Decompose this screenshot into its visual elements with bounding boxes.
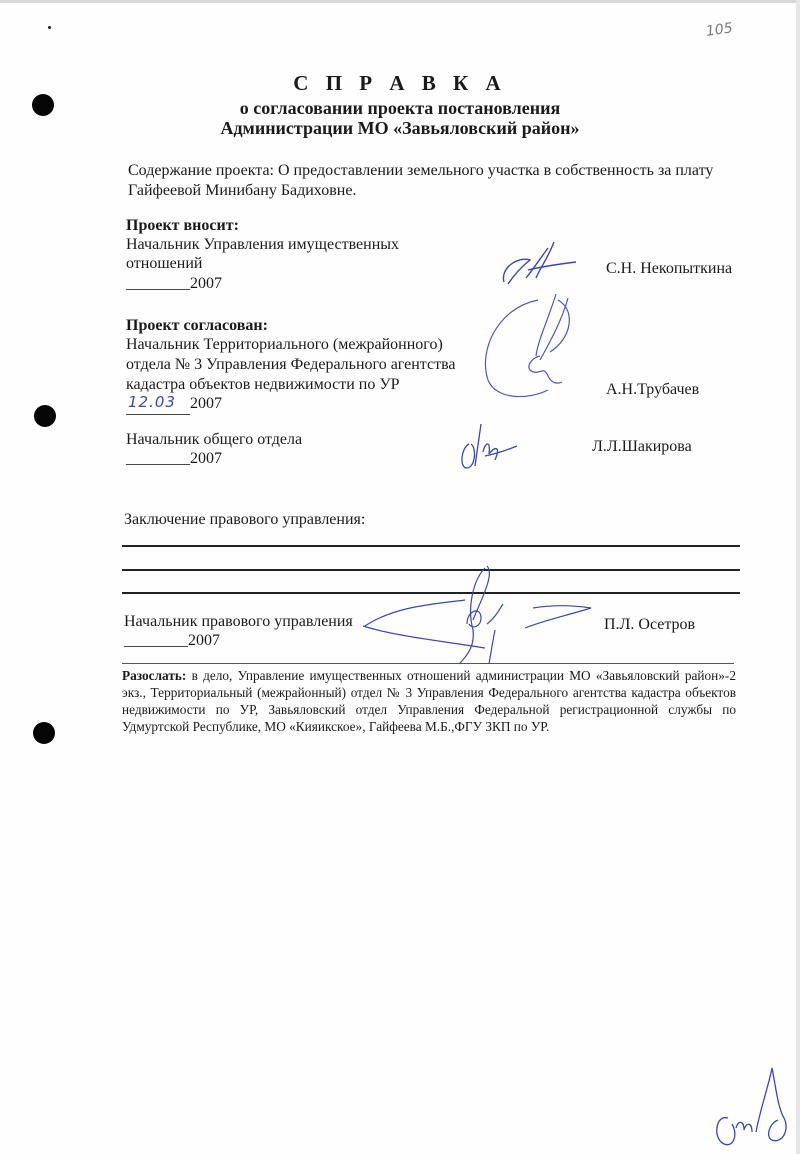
page-number-handwritten: 105 — [705, 20, 734, 40]
legal-head-date: ________2007 — [124, 632, 220, 649]
submitted-by-name: С.Н. Некопыткина — [606, 260, 733, 277]
document-title: С П Р А В К А — [293, 71, 507, 95]
submitted-by-date: ________2007 — [126, 275, 222, 292]
signature-shakirova — [455, 418, 525, 478]
submitted-by-heading: Проект вносит: — [126, 217, 239, 234]
approved-by-name: А.Н.Трубачев — [606, 381, 700, 398]
signature-osetrov — [355, 560, 595, 665]
signature-corner — [712, 1058, 792, 1148]
project-content-line2: Гайфеевой Минибану Бадиховне. — [128, 182, 357, 199]
general-dept-date: ________2007 — [126, 450, 222, 467]
distribution-label: Разослать: — [122, 668, 187, 683]
scan-speck — [48, 26, 51, 29]
binder-hole — [33, 722, 55, 744]
legal-head-position: Начальник правового управления — [124, 613, 353, 630]
signature-nekopytkina — [490, 238, 590, 288]
approved-by-heading: Проект согласован: — [126, 317, 268, 334]
project-content-line1: Содержание проекта: О предоставлении земельного участка в собственность за плату — [128, 162, 714, 179]
general-dept-position: Начальник общего отдела — [126, 431, 303, 448]
approved-by-date — [126, 392, 190, 415]
approved-by-position-line3: кадастра объектов недвижимости по УР — [126, 376, 400, 393]
document-subtitle-line1: о согласовании проекта постановления — [239, 98, 561, 118]
approved-by-position-line1: Начальник Территориального (межрайонного) — [126, 336, 443, 353]
distribution-divider — [122, 663, 734, 664]
distribution-block — [122, 667, 736, 735]
legal-conclusion-label: Заключение правового управления: — [124, 511, 366, 528]
document-subtitle-line2: Администрации МО «Завьяловский район» — [220, 118, 580, 138]
submitted-by-position-line2: отношений — [126, 255, 203, 272]
signature-trubachev — [478, 290, 588, 410]
approved-by-position-line2: отдела № 3 Управления Федерального агентства — [126, 356, 456, 373]
approved-by-year: 2007 — [190, 395, 222, 412]
page-edge-right — [796, 0, 800, 1154]
submitted-by-position-line1: Начальник Управления имущественных — [126, 236, 400, 253]
binder-hole — [34, 405, 56, 427]
approved-by-date-handwritten: 12.03 — [128, 393, 176, 411]
legal-head-name: П.Л. Осетров — [604, 616, 696, 633]
distribution-text: в дело, Управление имущественных отношений администрации МО «Завьяловский район»-2 экз., Территориальный (межрайонный) отдел № 3 Управления Федерального агентства кадастра объектов недвижимости по УР, Завьяловский отдел Управления Федеральной регистрационной службы по Удмуртской Республике, МО «Кияикское», Гайфеева М.Б.,ФГУ ЗКП по УР. — [122, 668, 736, 734]
page-edge-top — [0, 0, 800, 3]
general-dept-name: Л.Л.Шакирова — [592, 438, 692, 455]
conclusion-line-1 — [122, 545, 740, 547]
